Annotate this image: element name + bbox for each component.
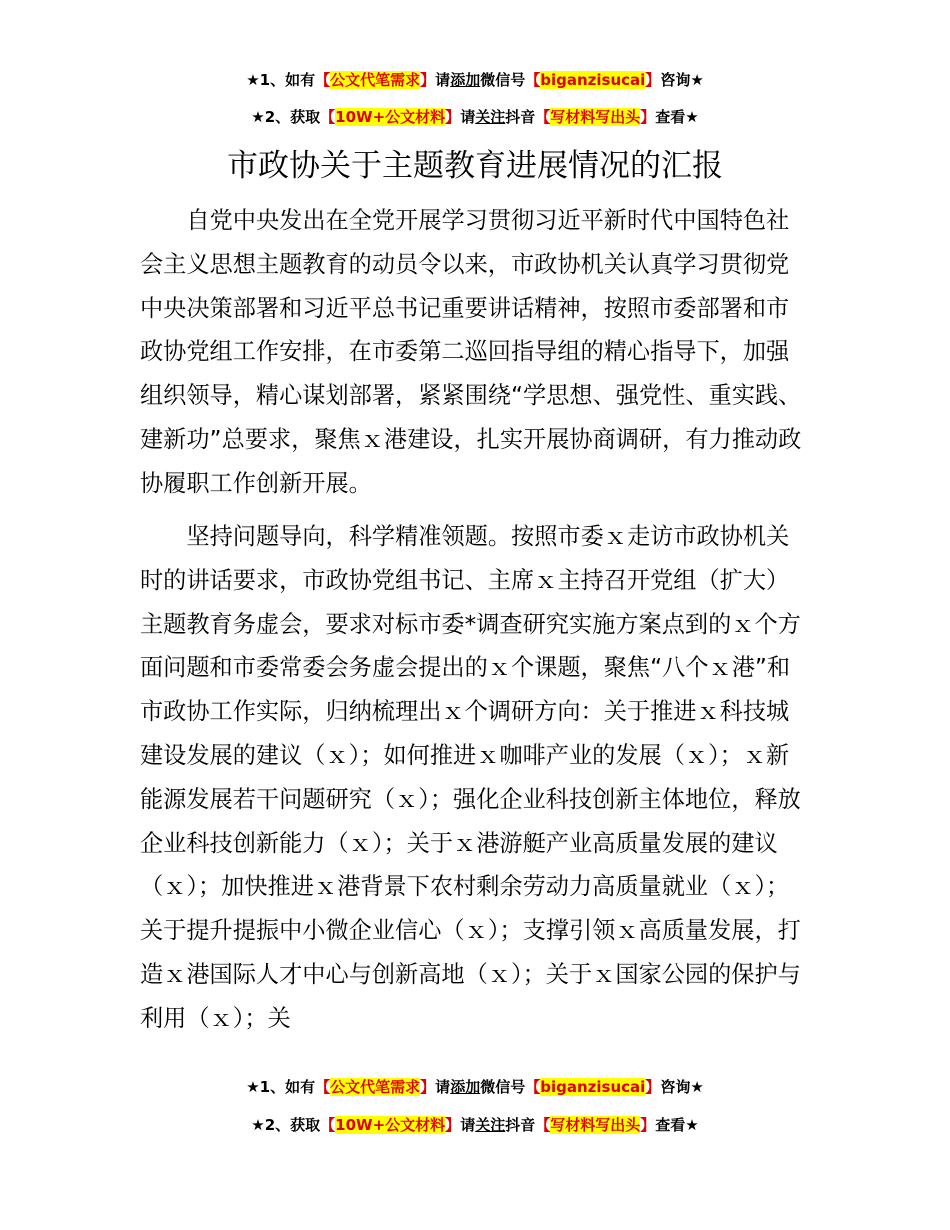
- top-banner-line-1: [0, 68, 950, 92]
- highlight-materials: 10W+公文材料: [335, 108, 446, 126]
- bracket: 【: [320, 108, 336, 126]
- bracket: 【: [535, 108, 551, 126]
- highlight-douyin-account: 写材料写出头: [550, 108, 641, 126]
- bracket: 【: [320, 1116, 336, 1134]
- bracket: 】: [420, 71, 436, 89]
- banner-text: 微信号: [480, 1078, 526, 1096]
- banner-text: 请: [460, 108, 476, 126]
- highlight-service: 公文代笔需求: [330, 71, 421, 89]
- bracket: 】: [645, 1078, 661, 1096]
- bracket: 【: [535, 1116, 551, 1134]
- bracket: 】: [640, 1116, 656, 1134]
- bracket: 【: [315, 71, 331, 89]
- banner-text: ★1、如有: [246, 1078, 316, 1096]
- banner-text: 微信号: [480, 71, 526, 89]
- bracket: 】: [645, 71, 661, 89]
- bottom-banner-line-1: [0, 1075, 950, 1099]
- bracket: 【: [525, 1078, 541, 1096]
- emphasis-text: 关注: [475, 1116, 506, 1134]
- banner-text: 请: [460, 1116, 476, 1134]
- bracket: 】: [445, 1116, 461, 1134]
- paragraph-problem-orientation: [140, 515, 812, 1041]
- banner-text: 抖音: [505, 108, 536, 126]
- bracket: 】: [445, 108, 461, 126]
- document-title: 市政协关于主题教育进展情况的汇报: [227, 148, 723, 184]
- emphasis-text: 添加: [450, 71, 481, 89]
- bracket: 】: [640, 108, 656, 126]
- banner-text: 抖音: [505, 1116, 536, 1134]
- bracket: 】: [420, 1078, 436, 1096]
- banner-text: 查看★: [655, 108, 699, 126]
- bracket: 【: [525, 71, 541, 89]
- top-banner-line-2: [0, 105, 950, 129]
- banner-text: 咨询★: [660, 71, 704, 89]
- bottom-banner-line-2: [0, 1113, 950, 1137]
- paragraph-text: 坚持问题导向，科学精准领题。按照市委ｘ走访市政协机关时的讲话要求，市政协党组书记、主席ｘ主持召开党组（扩大）主题教育务虚会，要求对标市委*调查研究实施方案点到的ｘ个方面问题和市委常委会务虚会提出的ｘ个课题，聚焦“八个ｘ港”和市政协工作实际，归纳梳理出ｘ个调研方向：关于推进ｘ科技城建设发展的建议（ｘ）；如何推进ｘ咖啡产业的发展（ｘ）；ｘ新能源发展若干问题研究（ｘ）；强化企业科技创新主体地位，释放企业科技创新能力（ｘ）；关于ｘ港游艇产业高质量发展的建议（ｘ）；加快推进ｘ港背景下农村剩余劳动力高质量就业（ｘ）；关于提升提振中小微企业信心（ｘ）；支撑引领ｘ高质量发展，打造ｘ港国际人才中心与创新高地（ｘ）；关于ｘ国家公园的保护与利用（ｘ）；关: [140, 523, 801, 1032]
- highlight-service: 公文代笔需求: [330, 1078, 421, 1096]
- banner-text: 查看★: [655, 1116, 699, 1134]
- banner-text: 请: [435, 1078, 451, 1096]
- highlight-douyin-account: 写材料写出头: [550, 1116, 641, 1134]
- banner-text: ★2、获取: [251, 108, 321, 126]
- banner-text: ★1、如有: [246, 71, 316, 89]
- paragraph-intro: [140, 199, 812, 506]
- highlight-wechat-id: biganzisucai: [540, 71, 646, 89]
- banner-text: ★2、获取: [251, 1116, 321, 1134]
- emphasis-text: 关注: [475, 108, 506, 126]
- emphasis-text: 添加: [450, 1078, 481, 1096]
- banner-text: 咨询★: [660, 1078, 704, 1096]
- banner-text: 请: [435, 71, 451, 89]
- paragraph-text: 自党中央发出在全党开展学习贯彻习近平新时代中国特色社会主义思想主题教育的动员令以来，市政协机关认真学习贯彻党中央决策部署和习近平总书记重要讲话精神，按照市委部署和市政协党组工作安排，在市委第二巡回指导组的精心指导下，加强组织领导，精心谋划部署，紧紧围绕“学思想、强党性、重实践、建新功”总要求，聚焦ｘ港建设，扎实开展协商调研，有力推动政协履职工作创新开展。: [140, 207, 802, 497]
- bracket: 【: [315, 1078, 331, 1096]
- highlight-materials: 10W+公文材料: [335, 1116, 446, 1134]
- highlight-wechat-id: biganzisucai: [540, 1078, 646, 1096]
